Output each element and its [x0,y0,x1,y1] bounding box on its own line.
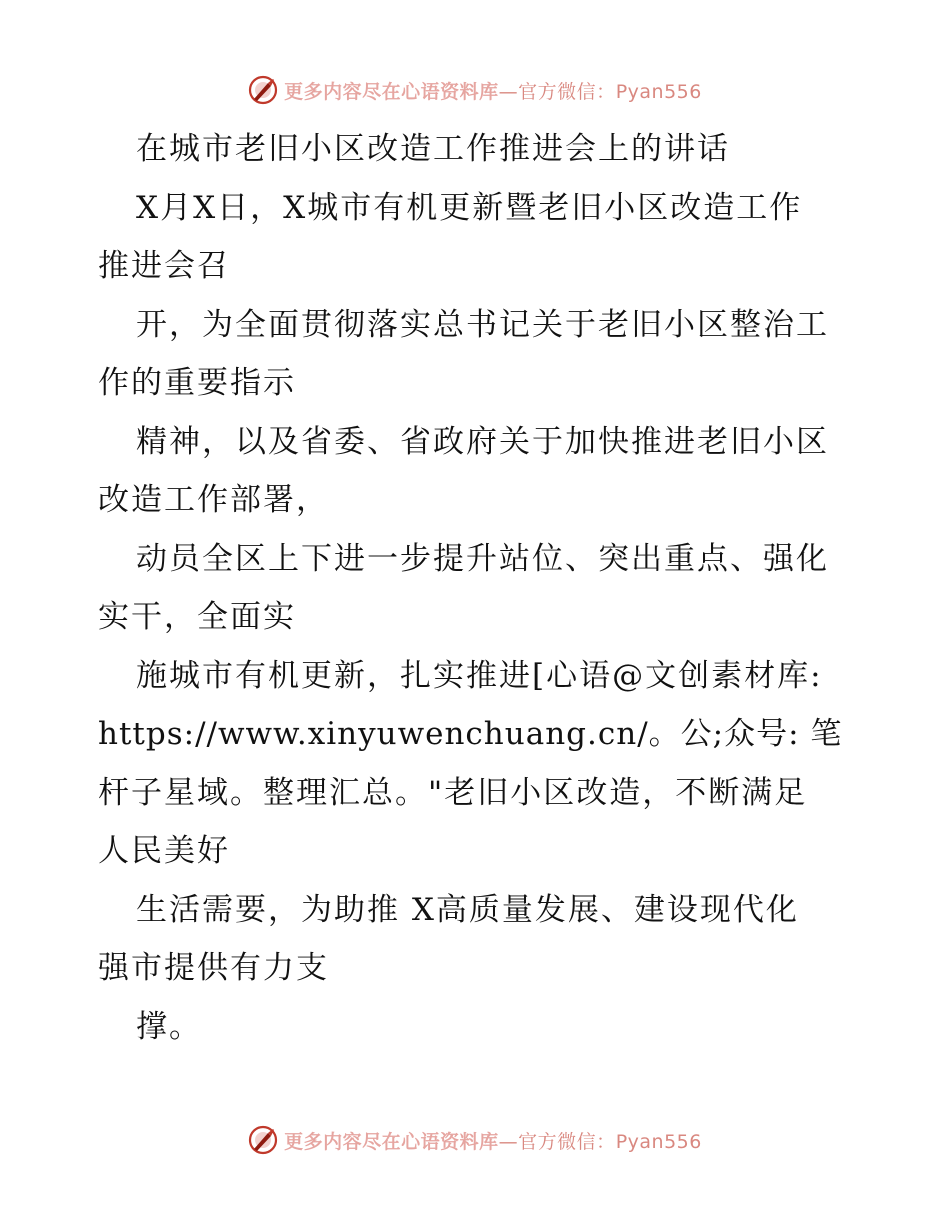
paragraph-line: 生活需要，为助推 X高质量发展、建设现代化 [136,891,799,928]
paragraph-line: 改造工作部署， [98,482,329,518]
banner-dash: — [498,80,519,103]
paragraph-line: 强市提供有力支 [98,950,329,986]
paragraph-line: 施城市有机更新，扎实推进[心语@文创素材库: [136,657,823,694]
quill-pen-logo-icon [248,75,278,105]
footer-banner [0,1120,950,1160]
quill-pen-logo-icon [248,1125,278,1155]
paragraph-line: 精神，以及省委、省政府关于加快推进老旧小区 [136,423,829,460]
paragraph-line: https://www.xinyuwenchuang.cn/。公;众号: 笔 [98,716,843,752]
document-title: 在城市老旧小区改造工作推进会上的讲话 [136,131,730,167]
banner-wechat-label: 官方微信： [518,80,616,103]
paragraph-line: X月X日，X城市有机更新暨老旧小区改造工作 [136,189,803,226]
banner-wechat-id: Pyan556 [615,80,702,103]
paragraph-line: 人民美好 [98,833,230,869]
banner-wechat-label: 官方微信： [518,1130,616,1153]
banner-text [284,1127,702,1154]
banner-site-text: 更多内容尽在心语资料库 [284,80,499,103]
paragraph-line: 作的重要指示 [98,365,296,401]
banner-dash: — [498,1130,519,1153]
banner-wechat-id: Pyan556 [615,1130,702,1153]
banner-text [284,77,702,104]
paragraph-line: 动员全区上下进一步提升站位、突出重点、强化 [136,540,829,577]
paragraph-line: 开，为全面贯彻落实总书记关于老旧小区整治工 [136,306,829,343]
paragraph-line: 推进会召 [98,248,230,284]
header-banner [0,70,950,110]
paragraph-line: 实干，全面实 [98,599,296,635]
paragraph-line: 撑。 [136,1008,202,1045]
paragraph-line: 杆子星域。整理汇总。"老旧小区改造，不断满足 [98,774,808,811]
document-body [98,120,858,1056]
banner-site-text: 更多内容尽在心语资料库 [284,1130,499,1153]
